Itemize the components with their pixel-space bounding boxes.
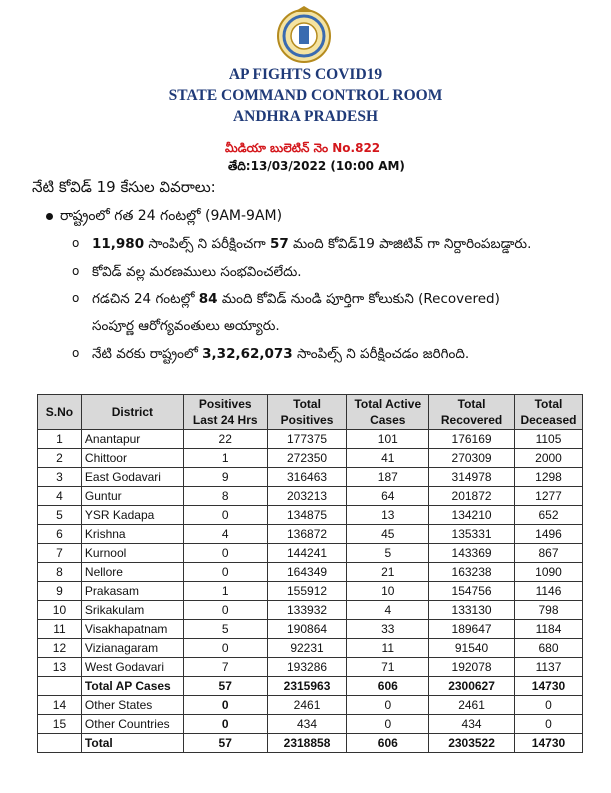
table-row (38, 715, 583, 734)
cell-sno: 3 (38, 468, 82, 487)
cell-total-positives: 316463 (267, 468, 347, 487)
cell-sno: 8 (38, 563, 82, 582)
table-row (38, 582, 583, 601)
table-row (38, 506, 583, 525)
cell-district: Total AP Cases (81, 677, 183, 696)
cell-total-positives: 136872 (267, 525, 347, 544)
bulletin-date: తేది:13/03/2022 (10:00 AM) (228, 159, 405, 173)
cell-district: YSR Kadapa (81, 506, 183, 525)
header-subtitle: STATE COMMAND CONTROL ROOM (168, 87, 443, 104)
cell-district: Vizianagaram (81, 639, 183, 658)
cell-total-positives: 190864 (267, 620, 347, 639)
cell-deceased: 1105 (514, 430, 582, 449)
cell-positives-24h: 8 (183, 487, 267, 506)
cell-recovered: 434 (429, 715, 515, 734)
table-row (38, 468, 583, 487)
point-total-samples: o నేటి వరకు రాష్ట్రంలో 3,32,62,073 సాంపిల్స్ ని పరీక్షించడం జరిగింది. (72, 346, 470, 362)
cell-recovered: 2303522 (429, 734, 515, 753)
district-cases-table (37, 394, 583, 753)
cell-total-positives: 134875 (267, 506, 347, 525)
cell-total-positives: 92231 (267, 639, 347, 658)
table-row (38, 696, 583, 715)
cell-positives-24h: 1 (183, 449, 267, 468)
header-total-deceased: Total Deceased (514, 395, 582, 430)
circle-bullet-icon: o (72, 236, 80, 250)
point-deaths: o కోవిడ్ వల్ల మరణములు సంభవించలేదు. (72, 264, 302, 280)
cell-total-positives: 2315963 (267, 677, 347, 696)
cell-positives-24h: 0 (183, 601, 267, 620)
cell-sno: 12 (38, 639, 82, 658)
cell-deceased: 1496 (514, 525, 582, 544)
cell-recovered: 154756 (429, 582, 515, 601)
table-row-ap-total (38, 677, 583, 696)
cell-active-cases: 4 (347, 601, 429, 620)
cell-recovered: 134210 (429, 506, 515, 525)
cell-district: Other States (81, 696, 183, 715)
header-active-cases: Total Active Cases (347, 395, 429, 430)
cell-deceased: 0 (514, 715, 582, 734)
cell-total-positives: 144241 (267, 544, 347, 563)
cell-deceased: 798 (514, 601, 582, 620)
table-row (38, 563, 583, 582)
cell-total-positives: 272350 (267, 449, 347, 468)
cell-total-positives: 203213 (267, 487, 347, 506)
cell-recovered: 192078 (429, 658, 515, 677)
cell-deceased: 1146 (514, 582, 582, 601)
header-state: ANDHRA PRADESH (232, 108, 379, 125)
cell-deceased: 1298 (514, 468, 582, 487)
cell-recovered: 189647 (429, 620, 515, 639)
cell-active-cases: 21 (347, 563, 429, 582)
cell-recovered: 2461 (429, 696, 515, 715)
table-row (38, 620, 583, 639)
table-row (38, 639, 583, 658)
cell-positives-24h: 57 (183, 734, 267, 753)
cell-district: East Godavari (81, 468, 183, 487)
cell-active-cases: 45 (347, 525, 429, 544)
header-district: District (81, 395, 183, 430)
cell-positives-24h: 0 (183, 563, 267, 582)
cell-district: West Godavari (81, 658, 183, 677)
cell-district: Srikakulam (81, 601, 183, 620)
cell-active-cases: 11 (347, 639, 429, 658)
cell-active-cases: 187 (347, 468, 429, 487)
point-recovered-cont: సంపూర్ణ ఆరోగ్యవంతులు అయ్యారు. (92, 318, 280, 334)
cell-total-positives: 177375 (267, 430, 347, 449)
table-row (38, 544, 583, 563)
cell-deceased: 14730 (514, 734, 582, 753)
cell-active-cases: 5 (347, 544, 429, 563)
cell-sno: 13 (38, 658, 82, 677)
cell-total-positives: 434 (267, 715, 347, 734)
cell-sno (38, 677, 82, 696)
circle-bullet-icon: o (72, 264, 80, 278)
table-row-grand-total (38, 734, 583, 753)
cell-deceased: 1184 (514, 620, 582, 639)
cell-recovered: 2300627 (429, 677, 515, 696)
table-row (38, 658, 583, 677)
cell-deceased: 1090 (514, 563, 582, 582)
table-row (38, 525, 583, 544)
cell-district: Nellore (81, 563, 183, 582)
cell-positives-24h: 0 (183, 715, 267, 734)
cell-active-cases: 101 (347, 430, 429, 449)
cell-active-cases: 10 (347, 582, 429, 601)
cell-recovered: 201872 (429, 487, 515, 506)
cell-active-cases: 0 (347, 715, 429, 734)
section-heading: నేటి కోవిడ్ 19 కేసుల వివరాలు: (32, 178, 216, 196)
cell-positives-24h: 1 (183, 582, 267, 601)
cell-positives-24h: 7 (183, 658, 267, 677)
header-positives-24h: Positives Last 24 Hrs (183, 395, 267, 430)
cell-sno: 6 (38, 525, 82, 544)
table-header-row (38, 395, 583, 430)
cell-recovered: 91540 (429, 639, 515, 658)
cell-positives-24h: 9 (183, 468, 267, 487)
cell-active-cases: 13 (347, 506, 429, 525)
cell-district: Anantapur (81, 430, 183, 449)
point-main: రాష్ట్రంలో గత 24 గంటల్లో (9AM-9AM) (60, 208, 282, 227)
cell-sno: 11 (38, 620, 82, 639)
cell-recovered: 270309 (429, 449, 515, 468)
cell-total-positives: 133932 (267, 601, 347, 620)
cell-sno: 15 (38, 715, 82, 734)
cell-district: Other Countries (81, 715, 183, 734)
cell-active-cases: 606 (347, 677, 429, 696)
cell-active-cases: 0 (347, 696, 429, 715)
cell-positives-24h: 22 (183, 430, 267, 449)
cell-active-cases: 33 (347, 620, 429, 639)
cell-recovered: 163238 (429, 563, 515, 582)
cell-positives-24h: 0 (183, 639, 267, 658)
cell-recovered: 314978 (429, 468, 515, 487)
cell-district: Prakasam (81, 582, 183, 601)
cell-active-cases: 41 (347, 449, 429, 468)
cell-total-positives: 193286 (267, 658, 347, 677)
cell-sno (38, 734, 82, 753)
cell-deceased: 867 (514, 544, 582, 563)
ap-emblem-icon (270, 4, 338, 64)
cell-deceased: 14730 (514, 677, 582, 696)
cell-district: Guntur (81, 487, 183, 506)
cell-sno: 14 (38, 696, 82, 715)
cell-recovered: 143369 (429, 544, 515, 563)
header-total-positives: Total Positives (267, 395, 347, 430)
cell-positives-24h: 0 (183, 544, 267, 563)
cell-sno: 5 (38, 506, 82, 525)
cell-sno: 1 (38, 430, 82, 449)
cell-recovered: 135331 (429, 525, 515, 544)
header-total-recovered: Total Recovered (429, 395, 515, 430)
cell-deceased: 680 (514, 639, 582, 658)
cell-sno: 4 (38, 487, 82, 506)
cell-active-cases: 606 (347, 734, 429, 753)
cell-sno: 2 (38, 449, 82, 468)
circle-bullet-icon: o (72, 291, 80, 305)
cell-sno: 9 (38, 582, 82, 601)
cell-positives-24h: 0 (183, 696, 267, 715)
bullet-icon (46, 213, 53, 220)
table-row (38, 487, 583, 506)
cell-district: Visakhapatnam (81, 620, 183, 639)
cell-active-cases: 64 (347, 487, 429, 506)
cell-deceased: 0 (514, 696, 582, 715)
cell-recovered: 133130 (429, 601, 515, 620)
cell-district: Kurnool (81, 544, 183, 563)
point-recovered: o గడచిన 24 గంటల్లో 84 మంది కోవిడ్ నుండి పూర్తిగా కోలుకుని (Recovered) (72, 291, 500, 307)
cell-positives-24h: 4 (183, 525, 267, 544)
cell-sno: 7 (38, 544, 82, 563)
cell-total-positives: 155912 (267, 582, 347, 601)
cell-district: Chittoor (81, 449, 183, 468)
circle-bullet-icon: o (72, 346, 80, 360)
cell-deceased: 1137 (514, 658, 582, 677)
table-row (38, 449, 583, 468)
cell-active-cases: 71 (347, 658, 429, 677)
header-title: AP FIGHTS COVID19 (228, 66, 383, 83)
cell-total-positives: 2461 (267, 696, 347, 715)
cell-district: Total (81, 734, 183, 753)
cell-deceased: 2000 (514, 449, 582, 468)
cell-total-positives: 164349 (267, 563, 347, 582)
table-row (38, 430, 583, 449)
cell-sno: 10 (38, 601, 82, 620)
cell-positives-24h: 5 (183, 620, 267, 639)
cell-total-positives: 2318858 (267, 734, 347, 753)
cell-district: Krishna (81, 525, 183, 544)
cell-positives-24h: 0 (183, 506, 267, 525)
cell-deceased: 1277 (514, 487, 582, 506)
cell-positives-24h: 57 (183, 677, 267, 696)
bulletin-number: మీడియా బులెటిన్ నెం No.822 (225, 141, 381, 155)
header-sno: S.No (38, 395, 82, 430)
cell-recovered: 176169 (429, 430, 515, 449)
point-samples: o 11,980 సాంపిల్స్ ని పరీక్షించగా 57 మంది కోవిడ్19 పాజిటివ్ గా నిర్దారింపబడ్డారు. (72, 236, 532, 252)
table-row (38, 601, 583, 620)
cell-deceased: 652 (514, 506, 582, 525)
